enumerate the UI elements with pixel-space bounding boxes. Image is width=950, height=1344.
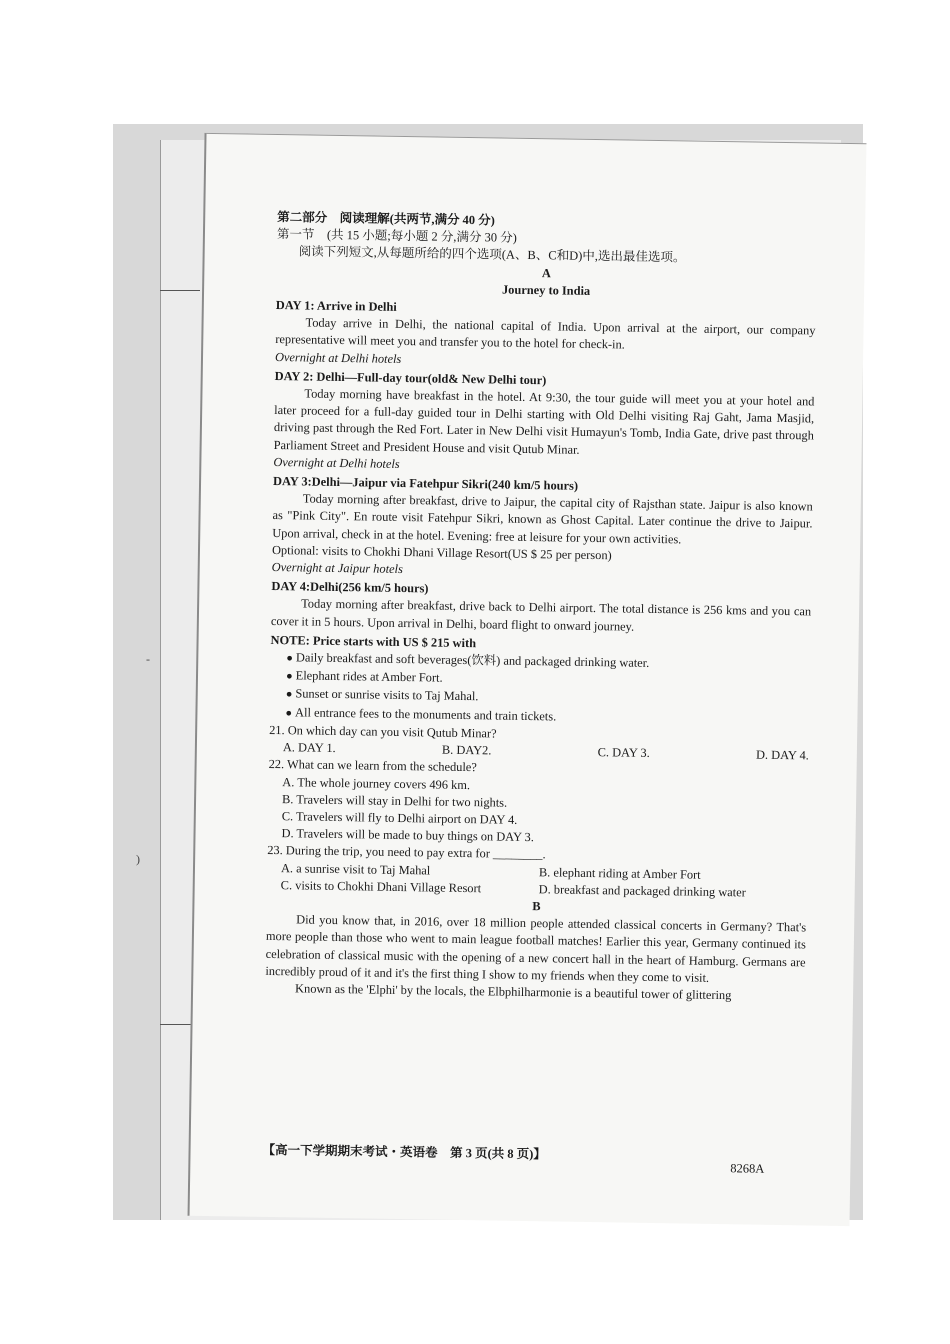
- option-d: D. breakfast and packaged drinking water: [538, 881, 746, 900]
- bullet-icon: ●: [285, 670, 293, 683]
- day3-overnight: Overnight at Jaipur hotels: [271, 560, 403, 577]
- back-sheet-edge-line: [160, 290, 200, 291]
- option-a: A. a sunrise visit to Taj Mahal: [280, 860, 431, 878]
- day2-text: Today morning have breakfast in the hotel. At 9:30, the tour guide will meet you at your hotel and later proceed for a full-day guided tour in Delhi starting with Old Delhi visiting Raj Gaht, Jama Masjid, driving past through the Red Fort. Later in New Delhi visit Humayun's Tomb, India Gate, drive past through Parliament Street and President House and visit Qutub Minar.: [273, 386, 815, 457]
- page-footer: [262, 1140, 822, 1176]
- day2-overnight: Overnight at Delhi hotels: [273, 454, 400, 471]
- day1-heading: DAY 1: Arrive in Delhi: [275, 298, 397, 314]
- option-c: C. DAY 3.: [597, 745, 650, 761]
- day2-heading: DAY 2: Delhi—Full-day tour(old& New Delhi tour): [274, 368, 547, 388]
- bullet-icon: ●: [286, 652, 294, 665]
- passage-b-paragraph-2: Known as the 'Elphi' by the locals, the Elbphilharmonie is a beautiful tower of glittering: [295, 981, 732, 1003]
- subsection-heading: 第一节 (共 15 小题;每小题 2 分,满分 30 分): [276, 227, 517, 245]
- day3-heading: DAY 3:Delhi—Jaipur via Fatehpur Sikri(240 km/5 hours): [272, 474, 579, 493]
- exam-code: 8268A: [730, 1161, 765, 1176]
- day1-text: Today arrive in Delhi, the national capital of India. Upon arrival at the airport, our company representative will meet you and transfer you to the hotel for check-in.: [275, 315, 816, 352]
- option-c: C. Travelers will fly to Delhi airport on DAY 4.: [281, 809, 518, 827]
- exam-page: [188, 133, 867, 1226]
- price-note: NOTE: Price starts with US $ 215 with: [270, 632, 477, 651]
- inclusion-text: Elephant rides at Amber Fort.: [295, 668, 443, 685]
- bullet-icon: ●: [285, 688, 293, 701]
- scan-mark: ): [136, 852, 140, 866]
- option-b: B. Travelers will stay in Delhi for two nights.: [281, 791, 508, 810]
- option-d: D. Travelers will be made to buy things on DAY 3.: [281, 826, 535, 845]
- option-a: A. The whole journey covers 496 km.: [282, 774, 471, 792]
- passage-letter-b: B: [532, 899, 541, 914]
- option-b: B. DAY2.: [441, 742, 492, 758]
- day4-text: Today morning after breakfast, drive back to Delhi airport. The total distance is 256 kms and you can cover it in 5 hours. Upon arrival in Delhi, board flight to onward journey.: [270, 596, 812, 634]
- question-22: 22. What can we learn from the schedule?: [268, 757, 477, 775]
- passage-b-paragraph-1: Did you know that, in 2016, over 18 million people attended classical concerts in Germany? That's more people than those who went to main league football matches! Earlier this year, Germany continued its celebration of classical music with the opening of a new concert hall in the heart of Hamburg. Germans are incredibly proud of it and it's the first thing I show to my friends when they come to visit.: [265, 912, 807, 985]
- option-a: A. DAY 1.: [282, 740, 336, 756]
- page-content: [265, 209, 817, 1006]
- day3-optional: Optional: visits to Chokhi Dhani Village Resort(US $ 25 per person): [271, 542, 612, 563]
- instruction-text: 阅读下列短文,从每题所给的四个选项(A、B、C和D)中,选出最佳选项。: [298, 244, 686, 265]
- option-c: C. visits to Chokhi Dhani Village Resort: [280, 877, 482, 896]
- scan-mark: -: [146, 652, 150, 666]
- inclusion-text: Daily breakfast and soft beverages(饮料) and packaged drinking water.: [295, 650, 650, 670]
- day3-text: Today morning after breakfast, drive to Jaipur, the capital city of Rajsthan state. Jaipur is also known as "Pink City". En route visit Fatehpur Sikri, known as Ghost Capital. Later continue the drive to Jaipur. Upon arrival, check in at the hotel. Evening: free at leisure for your own activities.: [272, 491, 813, 547]
- day1-overnight: Overnight at Delhi hotels: [274, 349, 402, 366]
- footer-label: 【高一下学期期末考试・英语卷 第 3 页(共 8 页)】: [262, 1142, 546, 1162]
- inclusion-text: All entrance fees to the monuments and train tickets.: [295, 705, 557, 724]
- inclusion-text: Sunset or sunrise visits to Taj Mahal.: [295, 686, 479, 704]
- option-d: D. DAY 4.: [755, 747, 809, 763]
- passage-title: Journey to India: [501, 282, 591, 298]
- question-23: 23. During the trip, you need to pay extra for ________.: [267, 843, 546, 862]
- option-b: B. elephant riding at Amber Fort: [538, 864, 701, 882]
- section-heading: 第二部分 阅读理解(共两节,满分 40 分): [277, 210, 496, 228]
- day4-heading: DAY 4:Delhi(256 km/5 hours): [271, 579, 429, 596]
- bullet-icon: ●: [285, 706, 293, 720]
- question-21: 21. On which day can you visit Qutub Minar?: [269, 722, 497, 741]
- passage-letter-a: A: [541, 265, 551, 280]
